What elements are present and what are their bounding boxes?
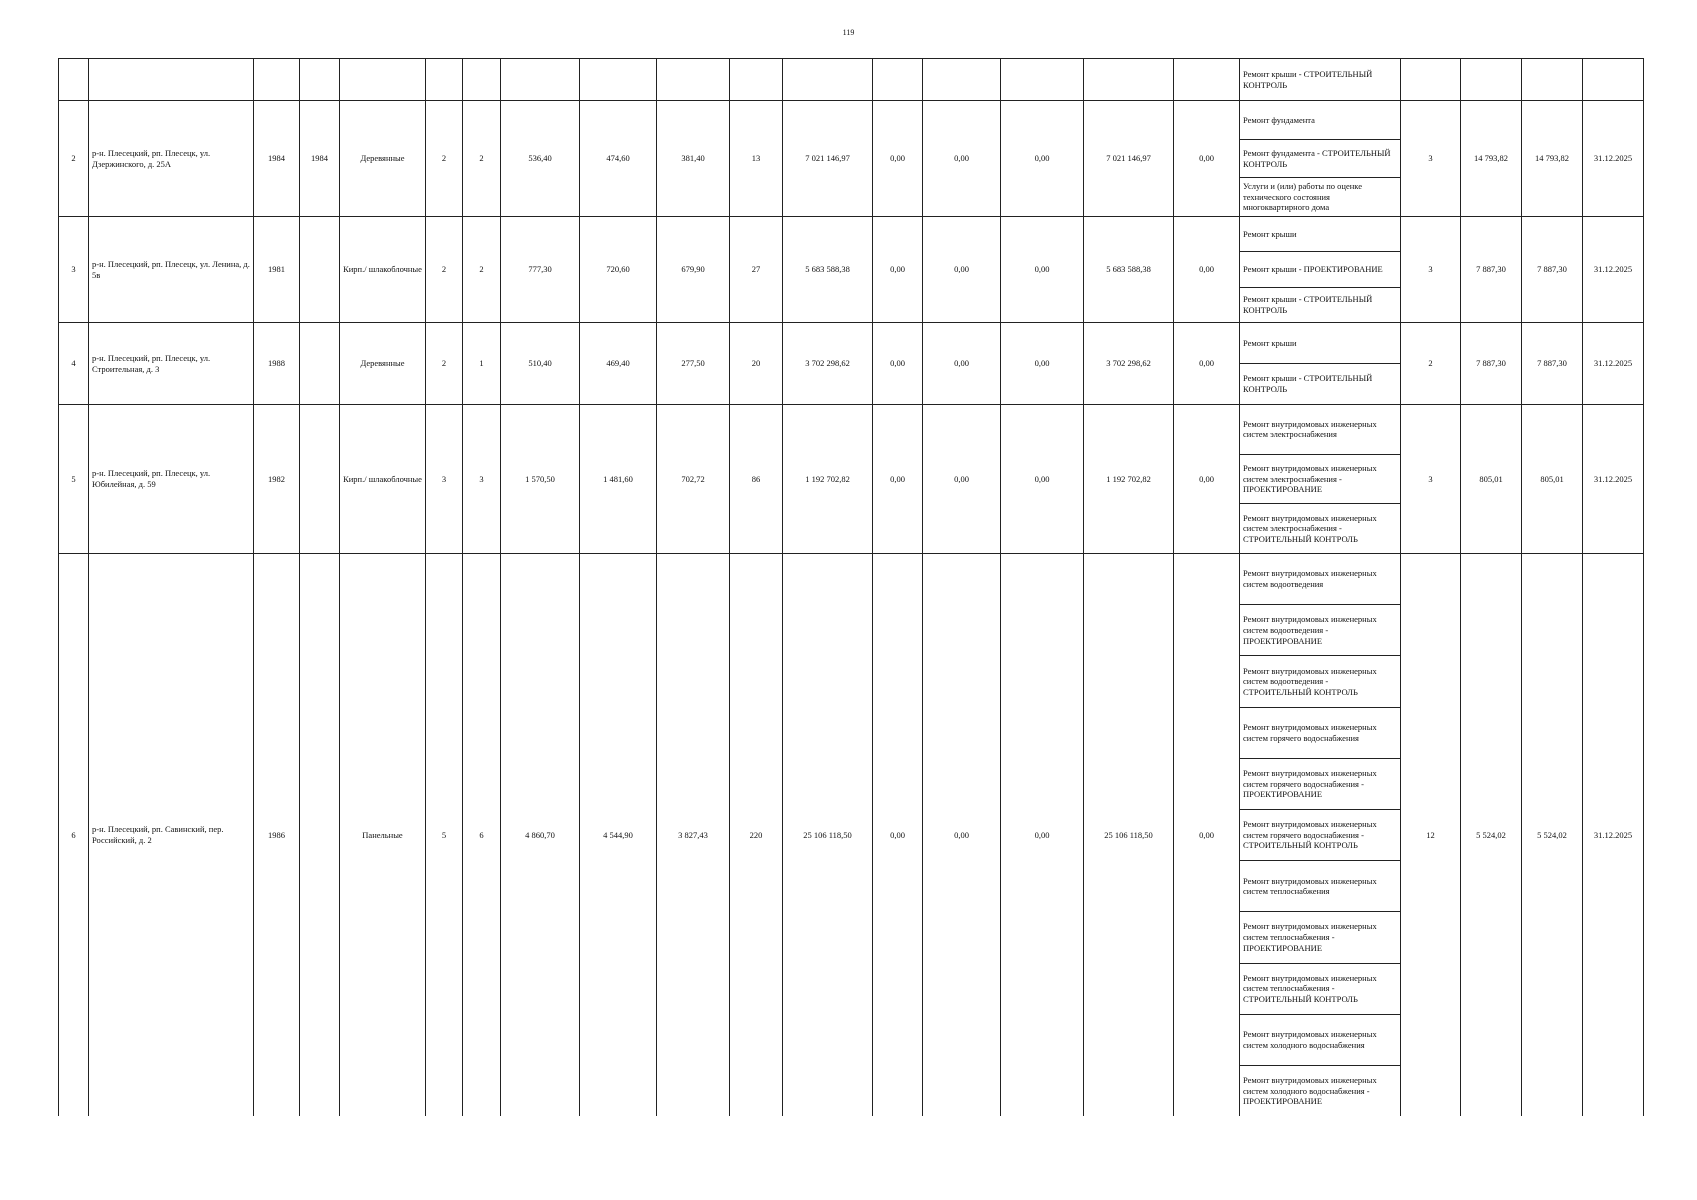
- wall-material-cell: Деревянные: [340, 101, 426, 217]
- cost-local-cell: [1001, 59, 1084, 101]
- work-type-label: Ремонт крыши: [1243, 228, 1297, 239]
- work-type-item: [1240, 708, 1400, 759]
- cost-local-cell: 0,00: [1001, 217, 1084, 323]
- work-type-item: [1240, 217, 1400, 252]
- year-built-cell: 1984: [254, 101, 300, 217]
- cost-total-cell: 3 702 298,62: [783, 323, 873, 405]
- works-cell: [1240, 405, 1401, 554]
- year-built-cell: 1986: [254, 554, 300, 1117]
- year-reconstruction-cell: [300, 217, 340, 323]
- works-list: [1240, 554, 1400, 1116]
- row-number: 3: [59, 217, 89, 323]
- table-row: [59, 101, 1644, 217]
- cost-other-cell: 0,00: [1174, 554, 1240, 1117]
- work-type-item: [1240, 605, 1400, 656]
- work-type-item: [1240, 455, 1400, 505]
- floors-cell: 2: [426, 217, 463, 323]
- page-number: 119: [842, 28, 855, 37]
- area-residential-cell: 679,90: [657, 217, 730, 323]
- row-number: 4: [59, 323, 89, 405]
- address-cell: р-н. Плесецкий, рп. Плесецк, ул. Дзержинского, д. 25А: [89, 101, 254, 217]
- works-list: [1240, 323, 1400, 404]
- wall-material-cell: Кирп./ шлакоблочные: [340, 217, 426, 323]
- work-type-label: Ремонт внутридомовых инженерных систем водоотведения - ПРОЕКТИРОВАНИЕ: [1243, 614, 1377, 646]
- work-type-label: Ремонт внутридомовых инженерных систем холодного водоснабжения - ПРОЕКТИРОВАНИЕ: [1243, 1075, 1377, 1107]
- cost-regional-cell: 0,00: [923, 554, 1001, 1117]
- cost-federal-cell: [873, 59, 923, 101]
- works-cell: [1240, 59, 1401, 101]
- residents-cell: 220: [730, 554, 783, 1117]
- area-premises-cell: [580, 59, 657, 101]
- area-premises-cell: 469,40: [580, 323, 657, 405]
- table-row: [59, 217, 1644, 323]
- deadline-cell: 31.12.2025: [1583, 405, 1644, 554]
- table-row: [59, 323, 1644, 405]
- work-type-label: Ремонт внутридомовых инженерных систем водоотведения: [1243, 568, 1377, 590]
- year-built-cell: 1988: [254, 323, 300, 405]
- cost-other-cell: 0,00: [1174, 405, 1240, 554]
- year-built-cell: 1981: [254, 217, 300, 323]
- work-type-label: Ремонт внутридомовых инженерных систем горячего водоснабжения - ПРОЕКТИРОВАНИЕ: [1243, 767, 1377, 800]
- area-total-cell: [501, 59, 580, 101]
- cost-owners-cell: 3 702 298,62: [1084, 323, 1174, 405]
- work-type-label: Услуги и (или) работы по оценке технического состояния многоквартирного дома: [1243, 181, 1362, 213]
- area-residential-cell: 381,40: [657, 101, 730, 217]
- works-count-cell: 12: [1401, 554, 1461, 1117]
- works-list: [1240, 405, 1400, 553]
- cost-owners-cell: 5 683 588,38: [1084, 217, 1174, 323]
- cost-other-cell: 0,00: [1174, 101, 1240, 217]
- work-type-label: Ремонт внутридомовых инженерных систем теплоснабжения: [1243, 875, 1377, 897]
- year-built-cell: 1982: [254, 405, 300, 554]
- works-list: [1240, 217, 1400, 322]
- address-cell: р-н. Плесецкий, рп. Савинский, пер. Российский, д. 2: [89, 554, 254, 1117]
- cost-owners-cell: 25 106 118,50: [1084, 554, 1174, 1117]
- unit-cost-cell: 5 524,02: [1461, 554, 1522, 1117]
- deadline-cell: 31.12.2025: [1583, 323, 1644, 405]
- work-type-item: [1240, 140, 1400, 179]
- area-total-cell: 1 570,50: [501, 405, 580, 554]
- unit-cost-cell: [1461, 59, 1522, 101]
- work-type-label: Ремонт крыши - СТРОИТЕЛЬНЫЙ КОНТРОЛЬ: [1243, 68, 1373, 90]
- work-type-label: Ремонт внутридомовых инженерных систем теплоснабжения - ПРОЕКТИРОВАНИЕ: [1243, 921, 1377, 953]
- floors-cell: [426, 59, 463, 101]
- cost-federal-cell: 0,00: [873, 217, 923, 323]
- work-type-item: [1240, 656, 1400, 707]
- cost-local-cell: 0,00: [1001, 323, 1084, 405]
- floors-cell: 2: [426, 101, 463, 217]
- cost-other-cell: [1174, 59, 1240, 101]
- work-type-item: [1240, 101, 1400, 140]
- address-cell: р-н. Плесецкий, рп. Плесецк, ул. Строительная, д. 3: [89, 323, 254, 405]
- work-type-item: [1240, 323, 1400, 364]
- area-total-cell: 510,40: [501, 323, 580, 405]
- work-type-label: Ремонт внутридомовых инженерных систем горячего водоснабжения - СТРОИТЕЛЬНЫЙ КОНТРОЛЬ: [1243, 819, 1377, 851]
- area-premises-cell: 4 544,90: [580, 554, 657, 1117]
- residents-cell: 13: [730, 101, 783, 217]
- area-residential-cell: 3 827,43: [657, 554, 730, 1117]
- cost-local-cell: 0,00: [1001, 101, 1084, 217]
- cost-owners-cell: 7 021 146,97: [1084, 101, 1174, 217]
- floors-cell: 3: [426, 405, 463, 554]
- works-count-cell: 3: [1401, 217, 1461, 323]
- cost-federal-cell: 0,00: [873, 554, 923, 1117]
- table-row: [59, 59, 1644, 101]
- floors-cell: 5: [426, 554, 463, 1117]
- row-number: 2: [59, 101, 89, 217]
- area-premises-cell: 720,60: [580, 217, 657, 323]
- table-body: [59, 59, 1644, 1117]
- deadline-cell: 31.12.2025: [1583, 554, 1644, 1117]
- unit-cost-cell: 805,01: [1461, 405, 1522, 554]
- work-type-label: Ремонт внутридомовых инженерных систем теплоснабжения - СТРОИТЕЛЬНЫЙ КОНТРОЛЬ: [1243, 972, 1377, 1004]
- unit-cost-limit-cell: 805,01: [1522, 405, 1583, 554]
- deadline-cell: 31.12.2025: [1583, 217, 1644, 323]
- work-type-item: [1240, 912, 1400, 963]
- work-type-label: Ремонт крыши - ПРОЕКТИРОВАНИЕ: [1243, 264, 1383, 275]
- year-reconstruction-cell: [300, 323, 340, 405]
- wall-material-cell: Кирп./ шлакоблочные: [340, 405, 426, 554]
- cost-total-cell: 5 683 588,38: [783, 217, 873, 323]
- cost-regional-cell: 0,00: [923, 405, 1001, 554]
- unit-cost-limit-cell: 7 887,30: [1522, 323, 1583, 405]
- works-count-cell: 3: [1401, 101, 1461, 217]
- work-type-item: [1240, 405, 1400, 455]
- unit-cost-limit-cell: 5 524,02: [1522, 554, 1583, 1117]
- area-residential-cell: 277,50: [657, 323, 730, 405]
- row-number: [59, 59, 89, 101]
- work-type-label: Ремонт внутридомовых инженерных систем электроснабжения: [1243, 418, 1377, 440]
- works-cell: [1240, 101, 1401, 217]
- cost-total-cell: 7 021 146,97: [783, 101, 873, 217]
- row-number: 6: [59, 554, 89, 1117]
- unit-cost-limit-cell: 7 887,30: [1522, 217, 1583, 323]
- work-type-label: Ремонт внутридомовых инженерных систем электроснабжения - ПРОЕКТИРОВАНИЕ: [1243, 463, 1377, 495]
- works-count-cell: 3: [1401, 405, 1461, 554]
- residents-cell: 27: [730, 217, 783, 323]
- work-type-item: [1240, 861, 1400, 912]
- work-type-label: Ремонт внутридомовых инженерных систем водоотведения - СТРОИТЕЛЬНЫЙ КОНТРОЛЬ: [1243, 665, 1377, 697]
- area-premises-cell: 1 481,60: [580, 405, 657, 554]
- entrances-cell: 2: [463, 217, 501, 323]
- work-type-label: Ремонт крыши - СТРОИТЕЛЬНЫЙ КОНТРОЛЬ: [1243, 294, 1373, 315]
- area-total-cell: 777,30: [501, 217, 580, 323]
- work-type-label: Ремонт фундамента: [1243, 114, 1315, 125]
- cost-regional-cell: 0,00: [923, 101, 1001, 217]
- year-reconstruction-cell: 1984: [300, 101, 340, 217]
- work-type-item: [1240, 554, 1400, 605]
- unit-cost-cell: 7 887,30: [1461, 217, 1522, 323]
- year-built-cell: [254, 59, 300, 101]
- works-list: [1240, 59, 1400, 100]
- cost-federal-cell: 0,00: [873, 323, 923, 405]
- row-number: 5: [59, 405, 89, 554]
- address-cell: [89, 59, 254, 101]
- cost-total-cell: 1 192 702,82: [783, 405, 873, 554]
- unit-cost-cell: 14 793,82: [1461, 101, 1522, 217]
- work-type-label: Ремонт внутридомовых инженерных систем холодного водоснабжения: [1243, 1029, 1377, 1050]
- deadline-cell: [1583, 59, 1644, 101]
- work-type-label: Ремонт крыши - СТРОИТЕЛЬНЫЙ КОНТРОЛЬ: [1243, 373, 1373, 394]
- work-type-label: Ремонт внутридомовых инженерных систем горячего водоснабжения: [1243, 722, 1377, 743]
- year-reconstruction-cell: [300, 554, 340, 1117]
- entrances-cell: 1: [463, 323, 501, 405]
- work-type-label: Ремонт внутридомовых инженерных систем электроснабжения - СТРОИТЕЛЬНЫЙ КОНТРОЛЬ: [1243, 512, 1377, 544]
- works-cell: [1240, 323, 1401, 405]
- area-total-cell: 4 860,70: [501, 554, 580, 1117]
- cost-total-cell: [783, 59, 873, 101]
- area-total-cell: 536,40: [501, 101, 580, 217]
- works-cell: [1240, 217, 1401, 323]
- cost-local-cell: 0,00: [1001, 554, 1084, 1117]
- works-cell: [1240, 554, 1401, 1117]
- table-row: [59, 405, 1644, 554]
- year-reconstruction-cell: [300, 405, 340, 554]
- cost-other-cell: 0,00: [1174, 323, 1240, 405]
- unit-cost-cell: 7 887,30: [1461, 323, 1522, 405]
- residents-cell: [730, 59, 783, 101]
- deadline-cell: 31.12.2025: [1583, 101, 1644, 217]
- area-residential-cell: [657, 59, 730, 101]
- year-reconstruction-cell: [300, 59, 340, 101]
- cost-federal-cell: 0,00: [873, 101, 923, 217]
- cost-local-cell: 0,00: [1001, 405, 1084, 554]
- work-type-item: [1240, 178, 1400, 216]
- unit-cost-limit-cell: [1522, 59, 1583, 101]
- work-type-item: [1240, 288, 1400, 322]
- work-type-item: [1240, 504, 1400, 553]
- work-type-label: Ремонт фундамента - СТРОИТЕЛЬНЫЙ КОНТРОЛЬ: [1243, 147, 1391, 169]
- cost-federal-cell: 0,00: [873, 405, 923, 554]
- cost-regional-cell: [923, 59, 1001, 101]
- work-type-item: [1240, 364, 1400, 404]
- work-type-item: [1240, 759, 1400, 810]
- cost-regional-cell: 0,00: [923, 323, 1001, 405]
- residents-cell: 86: [730, 405, 783, 554]
- unit-cost-limit-cell: 14 793,82: [1522, 101, 1583, 217]
- address-cell: р-н. Плесецкий, рп. Плесецк, ул. Ленина, д. 5в: [89, 217, 254, 323]
- residents-cell: 20: [730, 323, 783, 405]
- cost-regional-cell: 0,00: [923, 217, 1001, 323]
- work-type-item: [1240, 59, 1400, 100]
- works-list: [1240, 101, 1400, 216]
- wall-material-cell: Панельные: [340, 554, 426, 1117]
- work-type-item: [1240, 964, 1400, 1015]
- works-count-cell: [1401, 59, 1461, 101]
- address-cell: р-н. Плесецкий, рп. Плесецк, ул. Юбилейная, д. 59: [89, 405, 254, 554]
- cost-other-cell: 0,00: [1174, 217, 1240, 323]
- repair-program-table: [58, 58, 1644, 1116]
- floors-cell: 2: [426, 323, 463, 405]
- table-row: [59, 554, 1644, 1117]
- wall-material-cell: [340, 59, 426, 101]
- work-type-item: [1240, 1066, 1400, 1116]
- area-premises-cell: 474,60: [580, 101, 657, 217]
- wall-material-cell: Деревянные: [340, 323, 426, 405]
- area-residential-cell: 702,72: [657, 405, 730, 554]
- work-type-label: Ремонт крыши: [1243, 337, 1297, 348]
- cost-owners-cell: [1084, 59, 1174, 101]
- work-type-item: [1240, 252, 1400, 287]
- work-type-item: [1240, 810, 1400, 861]
- works-count-cell: 2: [1401, 323, 1461, 405]
- entrances-cell: 2: [463, 101, 501, 217]
- entrances-cell: [463, 59, 501, 101]
- entrances-cell: 3: [463, 405, 501, 554]
- cost-total-cell: 25 106 118,50: [783, 554, 873, 1117]
- work-type-item: [1240, 1015, 1400, 1066]
- entrances-cell: 6: [463, 554, 501, 1117]
- cost-owners-cell: 1 192 702,82: [1084, 405, 1174, 554]
